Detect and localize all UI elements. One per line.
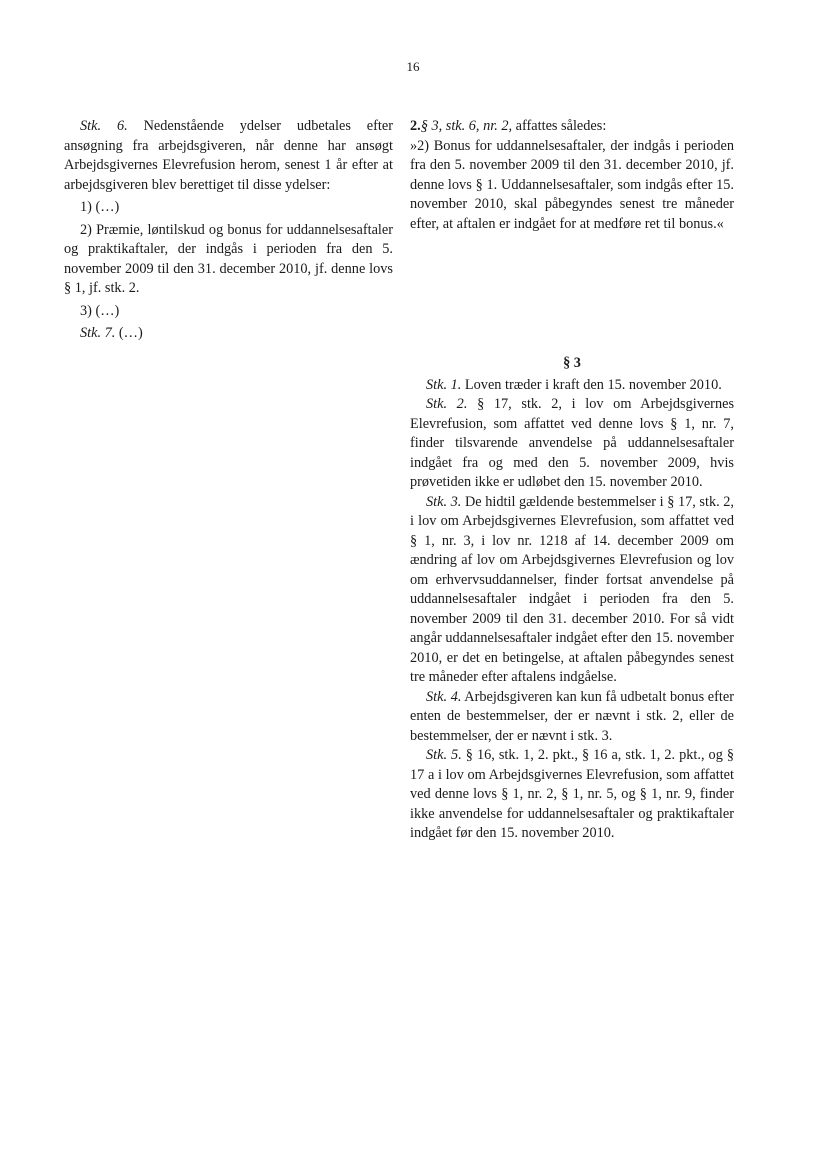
section-heading: § 3 xyxy=(563,355,581,371)
stk2-paragraph xyxy=(410,395,734,493)
amendment-text: »2) Bonus for uddannelsesaftaler, der indgås i perioden fra den 5. november 2009 til den 31. december 2010, jf. denne lovs § 1. Uddannelsesaftaler, som indgås efter 15. november 2010, skal påbegyndes senest tre måneder efter, at aftalen er indgået for at medføre ret til bonus.« xyxy=(410,137,734,232)
stk5-text: § 16, stk. 1, 2. pkt., § 16 a, stk. 1, 2. pkt., og § 17 a i lov om Arbejdsgivernes Elevrefusion, som affattet ved denne lovs § 1, nr. 2, § 1, nr. 5, og § 1, nr. 9, finder ikke anvendelse for uddannelsesaftaler og praktikaftaler indgået før den 15. november 2010. xyxy=(410,747,735,841)
stk1-paragraph xyxy=(410,376,734,396)
amendment-intro: affattes således: xyxy=(512,118,607,134)
page-number: 16 xyxy=(406,59,420,74)
stk5-paragraph xyxy=(410,746,734,844)
stk1-label: Stk. 1. xyxy=(426,376,462,393)
stk5-label: Stk. 5. xyxy=(426,747,462,763)
item-2: 2) Præmie, løntilskud og bonus for uddannelsesaftaler og praktikaftaler, der indgås i perioden fra den 5. november 2009 til den 31. december 2010, jf. denne lovs § 1, jf. stk. 2. xyxy=(64,221,393,296)
stk6-paragraph xyxy=(64,117,393,195)
stk7-text: (…) xyxy=(115,325,143,341)
section-3 xyxy=(410,354,734,844)
right-column-amendment xyxy=(410,117,734,234)
item-3: 3) (…) xyxy=(80,302,120,319)
left-column xyxy=(64,117,393,344)
amendment-heading xyxy=(410,117,734,137)
stk4-text: Arbejdsgiveren kan kun få udbetalt bonus efter enten de bestemmelser, der er nævnt i stk. 2, eller de bestemmelser, der er nævnt i stk. 3. xyxy=(410,688,734,744)
stk4-label: Stk. 4. xyxy=(426,688,462,705)
amendment-number: 2. xyxy=(410,118,421,134)
stk3-text: De hidtil gældende bestemmelser i § 17, stk. 2, i lov om Arbejdsgivernes Elevrefusion, som affattet ved § 1, nr. 3, i lov nr. 1218 af 14. december 2009 om ændring af lov om Arbejdsgivernes Elevrefusion og lov om erhvervsuddannelser, finder fortsat anvendelse på uddannelsesaftaler indgået i perioden fra den 5. november 2009 til den 31. december 2010. For så vidt angår uddannelsesaftaler indgået efter den 15. november 2010, er det en betingelse, at aftalen påbegyndes senest tre måneder efter aftalens indgåelse. xyxy=(410,493,734,685)
stk4-paragraph xyxy=(410,688,734,747)
stk6-text: Nedenstående ydelser udbetales efter ansøgning fra arbejdsgiveren, når denne har ansøgt Arbejdsgivernes Elevrefusion herom, senest 1 år efter at arbejdsgiveren blev berettiget til disse ydelser: xyxy=(64,118,393,193)
stk3-paragraph xyxy=(410,493,734,688)
item-1: 1) (…) xyxy=(80,199,120,215)
stk7-paragraph xyxy=(64,324,393,344)
stk6-label: Stk. 6. xyxy=(80,118,128,134)
stk1-text: Loven træder i kraft den 15. november 2010. xyxy=(461,376,722,393)
stk3-label: Stk. 3. xyxy=(426,493,462,510)
amendment-reference: § 3, stk. 6, nr. 2, xyxy=(420,118,513,134)
stk2-label: Stk. 2. xyxy=(426,396,468,412)
stk2-text: § 17, stk. 2, i lov om Arbejdsgivernes Elevrefusion, som affattet ved denne lovs § 1, nr. 7, finder tilsvarende anvendelse på uddannelsesaftaler indgået fra og med den 5. november 2009, hvis prøvetiden ikke er udløbet den 15. november 2010. xyxy=(410,396,735,490)
stk7-label: Stk. 7. xyxy=(80,325,116,341)
